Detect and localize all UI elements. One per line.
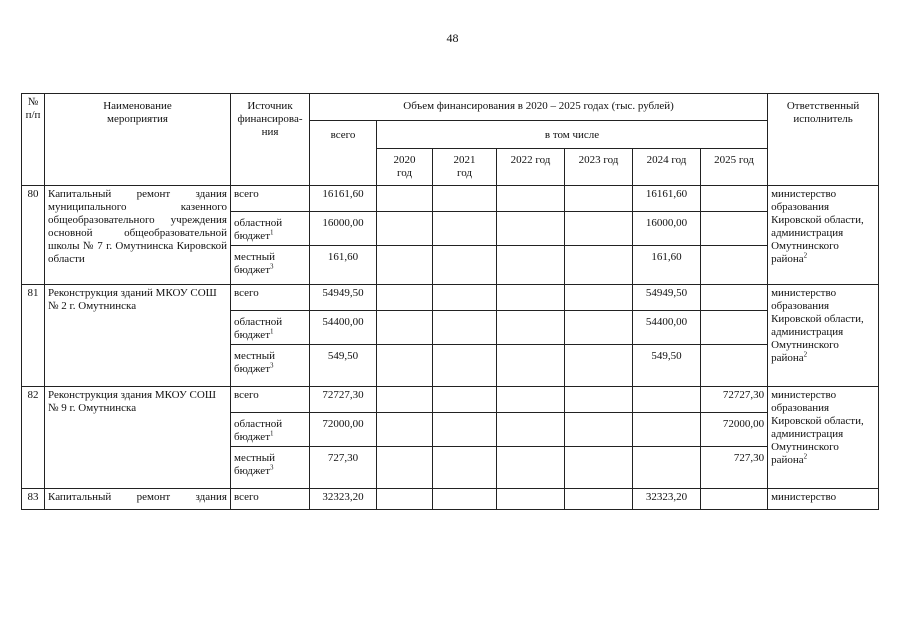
footnote-mark: 2 — [803, 452, 808, 461]
funding-source — [231, 186, 310, 212]
footnote-mark: 3 — [270, 262, 274, 271]
responsible-executor — [768, 186, 879, 285]
row-number: 80 — [22, 186, 45, 285]
year-amount — [701, 186, 768, 212]
year-amount — [377, 447, 433, 489]
row-number: 82 — [22, 387, 45, 489]
year-amount: 16000,00 — [633, 212, 701, 246]
table-body — [22, 94, 879, 510]
year-amount — [377, 413, 433, 447]
funding-source-label: местный бюджет — [234, 251, 275, 276]
financing-table — [21, 93, 879, 510]
header-responsible: Ответственный исполнитель — [768, 94, 879, 186]
table-row — [22, 285, 879, 311]
measure-name: Реконструкция зданий МКОУ СОШ № 2 г. Омутнинска — [45, 285, 231, 387]
header-year: 2023 год — [565, 149, 633, 186]
footnote-mark: 1 — [270, 429, 274, 438]
year-amount — [565, 285, 633, 311]
year-amount — [497, 387, 565, 413]
year-amount — [433, 212, 497, 246]
measure-name: Реконструкция здания МКОУ СОШ № 9 г. Омутнинска — [45, 387, 231, 489]
header-year: 2021 год — [433, 149, 497, 186]
table-row — [22, 489, 879, 510]
year-amount — [701, 311, 768, 345]
year-amount: 54949,50 — [633, 285, 701, 311]
footnote-mark: 2 — [803, 350, 808, 359]
total-amount: 549,50 — [310, 345, 377, 387]
responsible-text: министерство образования Кировской области, администрация Омутнинского района — [771, 287, 864, 364]
header-num: № п/п — [22, 94, 45, 186]
year-amount: 32323,20 — [633, 489, 701, 510]
footnote-mark: 1 — [270, 327, 274, 336]
total-amount: 16000,00 — [310, 212, 377, 246]
funding-source-label: всего — [234, 188, 259, 200]
row-number: 81 — [22, 285, 45, 387]
year-amount — [433, 447, 497, 489]
year-amount: 72727,30 — [701, 387, 768, 413]
year-amount — [565, 186, 633, 212]
year-amount — [633, 413, 701, 447]
year-amount — [497, 212, 565, 246]
year-amount — [497, 413, 565, 447]
footnote-mark: 1 — [270, 228, 274, 237]
funding-source-label: местный бюджет — [234, 350, 275, 375]
year-amount — [377, 311, 433, 345]
year-amount: 16161,60 — [633, 186, 701, 212]
year-amount — [633, 387, 701, 413]
year-amount — [497, 489, 565, 510]
responsible-executor — [768, 285, 879, 387]
footnote-mark: 3 — [270, 361, 274, 370]
total-amount: 727,30 — [310, 447, 377, 489]
funding-source — [231, 212, 310, 246]
year-amount — [565, 489, 633, 510]
header-year: 2024 год — [633, 149, 701, 186]
responsible-text: министерство — [771, 491, 837, 503]
table-row — [22, 387, 879, 413]
header-year: 2025 год — [701, 149, 768, 186]
year-amount — [433, 345, 497, 387]
responsible-text: министерство образования Кировской области, администрация Омутнинского района — [771, 389, 864, 466]
year-amount: 72000,00 — [701, 413, 768, 447]
year-amount: 54400,00 — [633, 311, 701, 345]
header-row-1 — [22, 94, 879, 121]
year-amount — [377, 345, 433, 387]
funding-source-label: областной бюджет — [234, 418, 283, 443]
responsible-executor — [768, 387, 879, 489]
year-amount — [497, 285, 565, 311]
year-amount — [565, 246, 633, 285]
header-year: 2022 год — [497, 149, 565, 186]
year-amount — [433, 285, 497, 311]
year-amount — [701, 212, 768, 246]
header-including: в том числе — [377, 121, 768, 149]
year-amount — [565, 447, 633, 489]
header-volume: Объем финансирования в 2020 – 2025 годах (тыс. рублей) — [310, 94, 768, 121]
year-amount: 549,50 — [633, 345, 701, 387]
page-number: 48 — [446, 31, 459, 45]
year-amount — [433, 489, 497, 510]
header-total: всего — [310, 121, 377, 186]
responsible-executor — [768, 489, 879, 510]
total-amount: 72727,30 — [310, 387, 377, 413]
year-amount — [497, 447, 565, 489]
total-amount: 161,60 — [310, 246, 377, 285]
funding-source — [231, 246, 310, 285]
year-amount — [377, 246, 433, 285]
year-amount — [565, 413, 633, 447]
measure-name: Капитальный ремонт здания муниципального казенного общеобразовательного учреждения основной общеобразовательной школы № 7 г. Омутнинска Кировской области — [45, 186, 231, 285]
year-amount — [377, 387, 433, 413]
total-amount: 32323,20 — [310, 489, 377, 510]
funding-source — [231, 285, 310, 311]
funding-source-label: всего — [234, 491, 259, 503]
year-amount — [433, 186, 497, 212]
year-amount — [377, 212, 433, 246]
year-amount — [497, 345, 565, 387]
year-amount: 161,60 — [633, 246, 701, 285]
year-amount: 727,30 — [701, 447, 768, 489]
total-amount: 54949,50 — [310, 285, 377, 311]
footnote-mark: 2 — [803, 251, 808, 260]
year-amount — [497, 186, 565, 212]
year-amount — [701, 489, 768, 510]
year-amount — [565, 387, 633, 413]
year-amount — [377, 285, 433, 311]
year-amount — [433, 246, 497, 285]
responsible-text: министерство образования Кировской области, администрация Омутнинского района — [771, 188, 864, 265]
table-row — [22, 186, 879, 212]
year-amount — [633, 447, 701, 489]
year-amount — [701, 246, 768, 285]
year-amount — [433, 387, 497, 413]
measure-name: Капитальный ремонт здания — [45, 489, 231, 510]
funding-source — [231, 311, 310, 345]
funding-source — [231, 447, 310, 489]
year-amount — [497, 311, 565, 345]
total-amount: 16161,60 — [310, 186, 377, 212]
year-amount — [377, 186, 433, 212]
funding-source-label: областной бюджет — [234, 316, 283, 341]
total-amount: 54400,00 — [310, 311, 377, 345]
year-amount — [565, 345, 633, 387]
year-amount — [433, 311, 497, 345]
header-source: Источник финансирова-ния — [231, 94, 310, 186]
funding-source-label: всего — [234, 287, 259, 299]
funding-source — [231, 345, 310, 387]
funding-source-label: областной бюджет — [234, 217, 283, 242]
year-amount — [377, 489, 433, 510]
year-amount — [565, 212, 633, 246]
funding-source-label: всего — [234, 389, 259, 401]
year-amount — [701, 285, 768, 311]
funding-source — [231, 413, 310, 447]
year-amount — [433, 413, 497, 447]
funding-source — [231, 387, 310, 413]
funding-source — [231, 489, 310, 510]
footnote-mark: 3 — [270, 463, 274, 472]
total-amount: 72000,00 — [310, 413, 377, 447]
header-year: 2020 год — [377, 149, 433, 186]
year-amount — [497, 246, 565, 285]
funding-source-label: местный бюджет — [234, 452, 275, 477]
row-number: 83 — [22, 489, 45, 510]
year-amount — [565, 311, 633, 345]
year-amount — [701, 345, 768, 387]
header-name: Наименование мероприятия — [45, 94, 231, 186]
